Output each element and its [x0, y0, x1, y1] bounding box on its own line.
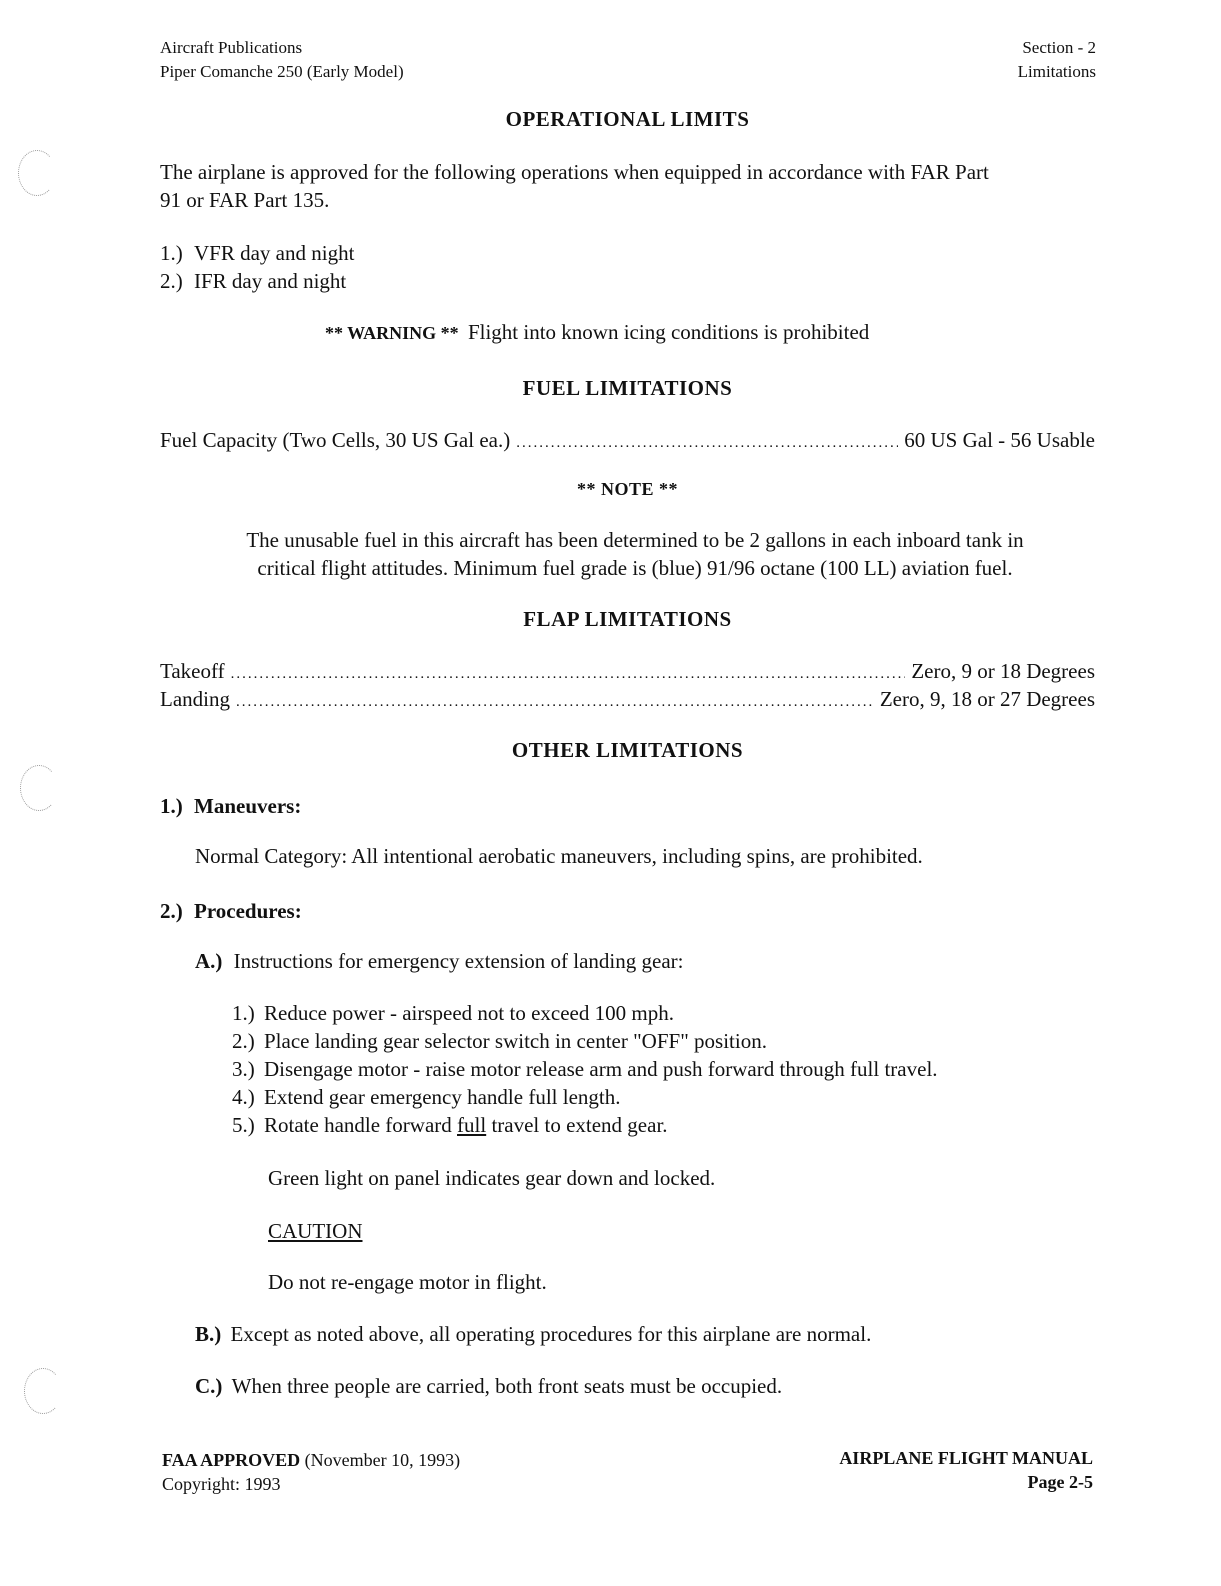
warning-label: ** WARNING ** [325, 323, 459, 343]
note-label: ** NOTE ** [576, 479, 678, 499]
list-item [232, 1083, 938, 1111]
landing-label: Landing [160, 687, 230, 711]
step-number: 5.) [232, 1113, 255, 1137]
punch-hole-mark [24, 1368, 62, 1414]
procedure-a-number: A.) [195, 949, 223, 973]
landing-flap-row [160, 685, 1095, 716]
intro-line-1: The airplane is approved for the following operations when equipped in accordance with FAR Part [160, 160, 989, 184]
procedure-a-text: Instructions for emergency extension of landing gear: [233, 949, 684, 973]
step-text-underlined: full [457, 1113, 487, 1137]
list-item [160, 267, 354, 295]
procedure-a [195, 947, 683, 975]
intro-line-2: 91 or FAR Part 135. [160, 188, 330, 212]
section-title: Limitations [1017, 62, 1096, 81]
maneuvers-number: 1.) [160, 794, 183, 818]
list-item [232, 1027, 938, 1055]
list-item-number: 1.) [160, 241, 183, 265]
fuel-limitations-heading: FUEL LIMITATIONS [522, 376, 733, 400]
maneuvers-label: Maneuvers: [194, 794, 302, 818]
icing-warning [325, 318, 869, 347]
warning-text: Flight into known icing conditions is prohibited [467, 320, 870, 344]
maneuvers-text: Normal Category: All intentional aerobatic maneuvers, including spins, are prohibited. [195, 844, 923, 868]
flap-limitations-heading: FLAP LIMITATIONS [523, 607, 732, 631]
step-text: Disengage motor - raise motor release arm and push forward through full travel. [264, 1057, 938, 1081]
step-number: 4.) [232, 1085, 255, 1109]
fuel-note [160, 526, 1110, 582]
leader-dots [516, 429, 898, 457]
copyright: Copyright: 1993 [162, 1474, 281, 1494]
punch-hole-mark [20, 765, 58, 811]
step-text: Reduce power - airspeed not to exceed 100 mph. [264, 1001, 674, 1025]
procedures-label: Procedures: [194, 899, 302, 923]
step-text-after: travel to extend gear. [491, 1113, 668, 1137]
procedures-number: 2.) [160, 899, 183, 923]
takeoff-value: Zero, 9 or 18 Degrees [911, 659, 1095, 683]
leader-dots [236, 688, 874, 716]
caution-label: CAUTION [268, 1219, 363, 1243]
operational-limits-heading: OPERATIONAL LIMITS [505, 107, 750, 131]
list-item-text: VFR day and night [194, 241, 355, 265]
manual-title: AIRPLANE FLIGHT MANUAL [839, 1448, 1093, 1468]
procedures-heading [160, 897, 302, 925]
procedure-b-text: Except as noted above, all operating procedures for this airplane are normal. [230, 1322, 872, 1346]
section-number: Section - 2 [1022, 38, 1096, 57]
list-item-text: IFR day and night [194, 269, 347, 293]
publisher: Aircraft Publications [160, 38, 303, 57]
approval-date: (November 10, 1993) [304, 1450, 461, 1470]
aircraft-model: Piper Comanche 250 (Early Model) [160, 62, 404, 81]
takeoff-label: Takeoff [160, 659, 225, 683]
step-text-before: Rotate handle forward [264, 1113, 452, 1137]
list-item-number: 2.) [160, 269, 183, 293]
procedure-b [195, 1320, 871, 1348]
faa-approved-label: FAA APPROVED [162, 1450, 301, 1470]
list-item [232, 1055, 938, 1083]
header-left [160, 36, 404, 84]
procedure-c [195, 1372, 782, 1400]
step-number: 2.) [232, 1029, 255, 1053]
operations-list [160, 239, 354, 295]
fuel-capacity-value: 60 US Gal - 56 Usable [904, 428, 1095, 452]
step-number: 1.) [232, 1001, 255, 1025]
procedure-c-text: When three people are carried, both front seats must be occupied. [231, 1374, 783, 1398]
step-text: Extend gear emergency handle full length. [264, 1085, 621, 1109]
footer-left [162, 1448, 460, 1496]
operational-intro [160, 158, 1120, 214]
green-light-note: Green light on panel indicates gear down and locked. [268, 1166, 716, 1190]
procedure-b-number: B.) [195, 1322, 222, 1346]
caution-text: Do not re-engage motor in flight. [268, 1270, 547, 1294]
note-line-1: The unusable fuel in this aircraft has been determined to be 2 gallons in each inboard tank in [246, 528, 1024, 552]
step-number: 3.) [232, 1057, 255, 1081]
gear-extension-steps [232, 999, 938, 1139]
list-item [232, 1111, 938, 1139]
approval-line [162, 1448, 460, 1472]
page-number: Page 2-5 [1027, 1472, 1093, 1492]
punch-hole-mark [18, 150, 56, 196]
procedure-c-number: C.) [195, 1374, 223, 1398]
other-limitations-heading: OTHER LIMITATIONS [511, 738, 744, 762]
maneuvers-heading [160, 792, 301, 820]
leader-dots [231, 660, 906, 688]
footer-right [839, 1446, 1093, 1494]
note-line-2: critical flight attitudes. Minimum fuel grade is (blue) 91/96 octane (100 LL) aviation fuel. [257, 556, 1013, 580]
fuel-capacity-label: Fuel Capacity (Two Cells, 30 US Gal ea.) [160, 428, 511, 452]
fuel-capacity-row [160, 426, 1095, 457]
takeoff-flap-row [160, 657, 1095, 688]
header-right [1018, 36, 1096, 84]
landing-value: Zero, 9, 18 or 27 Degrees [879, 687, 1095, 711]
list-item [232, 999, 938, 1027]
step-text: Place landing gear selector switch in center "OFF" position. [264, 1029, 767, 1053]
list-item [160, 239, 354, 267]
